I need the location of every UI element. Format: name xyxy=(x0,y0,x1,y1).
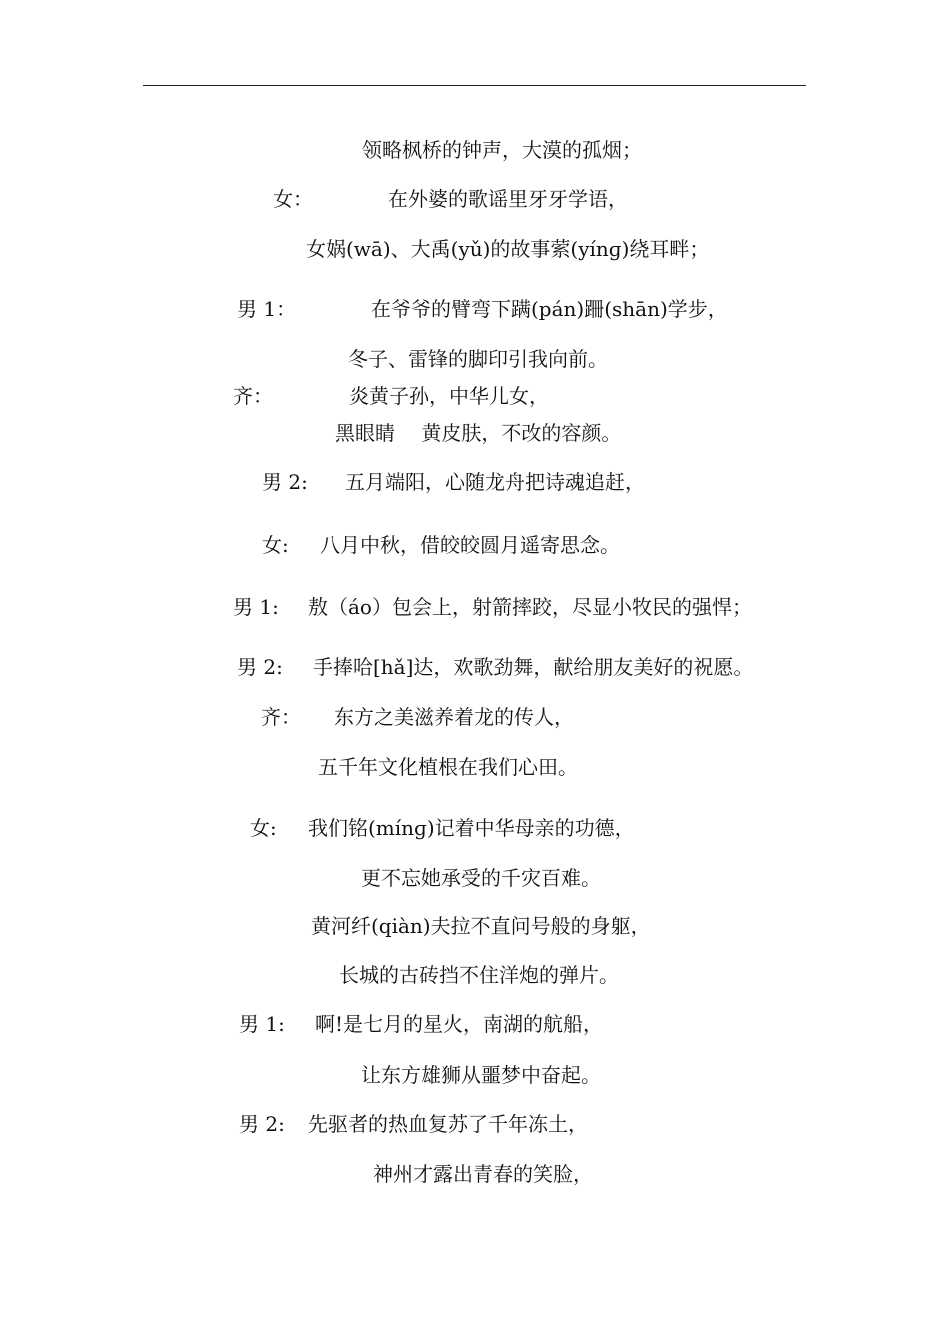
poem-line: 神州才露出青春的笑脸， xyxy=(373,1162,593,1186)
poem-line: 女娲(wā)、大禹(yǔ)的故事萦(yínɡ)绕耳畔； xyxy=(306,237,710,261)
speaker-label: 女： xyxy=(273,187,313,211)
speaker-label: 女: xyxy=(250,816,277,840)
poem-line: 在外婆的歌谣里牙牙学语， xyxy=(388,187,628,211)
speaker-label: 男 1： xyxy=(237,297,297,321)
speaker-label: 齐： xyxy=(233,384,273,408)
poem-line: 五千年文化植根在我们心田。 xyxy=(318,755,578,779)
speaker-label: 男 1: xyxy=(233,595,279,619)
poem-line: 敖（áo）包会上，射箭摔跤，尽显小牧民的强悍； xyxy=(308,595,752,619)
speaker-label: 男 2: xyxy=(239,1112,285,1136)
speaker-label: 齐： xyxy=(261,705,301,729)
poem-line: 在爷爷的臂弯下蹒(pán)跚(shān)学步， xyxy=(371,297,728,321)
speaker-label: 男 2: xyxy=(237,655,283,679)
poem-line: 我们铭(mínɡ)记着中华母亲的功德， xyxy=(308,816,635,840)
poem-line: 冬子、雷锋的脚印引我向前。 xyxy=(348,347,608,371)
poem-line: 黄河纤(qiàn)夫拉不直问号般的身躯， xyxy=(311,914,651,938)
poem-line: 黑眼睛 黄皮肤，不改的容颜。 xyxy=(335,421,622,445)
speaker-label: 男 2: xyxy=(262,470,308,494)
speaker-label: 女: xyxy=(262,533,289,557)
poem-line: 长城的古砖挡不住洋炮的弹片。 xyxy=(339,963,619,987)
poem-line: 手捧哈[hǎ]达，欢歌劲舞，献给朋友美好的祝愿。 xyxy=(313,655,754,679)
poem-line: 炎黄子孙，中华儿女， xyxy=(349,384,549,408)
poem-line: 东方之美滋养着龙的传人， xyxy=(334,705,574,729)
poem-line: 让东方雄狮从噩梦中奋起。 xyxy=(361,1063,601,1087)
poem-line: 先驱者的热血复苏了千年冻土， xyxy=(308,1112,588,1136)
speaker-label: 男 1: xyxy=(239,1012,285,1036)
header-rule xyxy=(143,85,806,86)
poem-line: 更不忘她承受的千灾百难。 xyxy=(361,866,601,890)
poem-line: 领略枫桥的钟声，大漠的孤烟； xyxy=(362,138,642,162)
poem-line: 八月中秋，借皎皎圆月遥寄思念。 xyxy=(320,533,620,557)
poem-line: 啊!是七月的星火，南湖的航船， xyxy=(315,1012,604,1036)
poem-line: 五月端阳，心随龙舟把诗魂追赶， xyxy=(345,470,645,494)
